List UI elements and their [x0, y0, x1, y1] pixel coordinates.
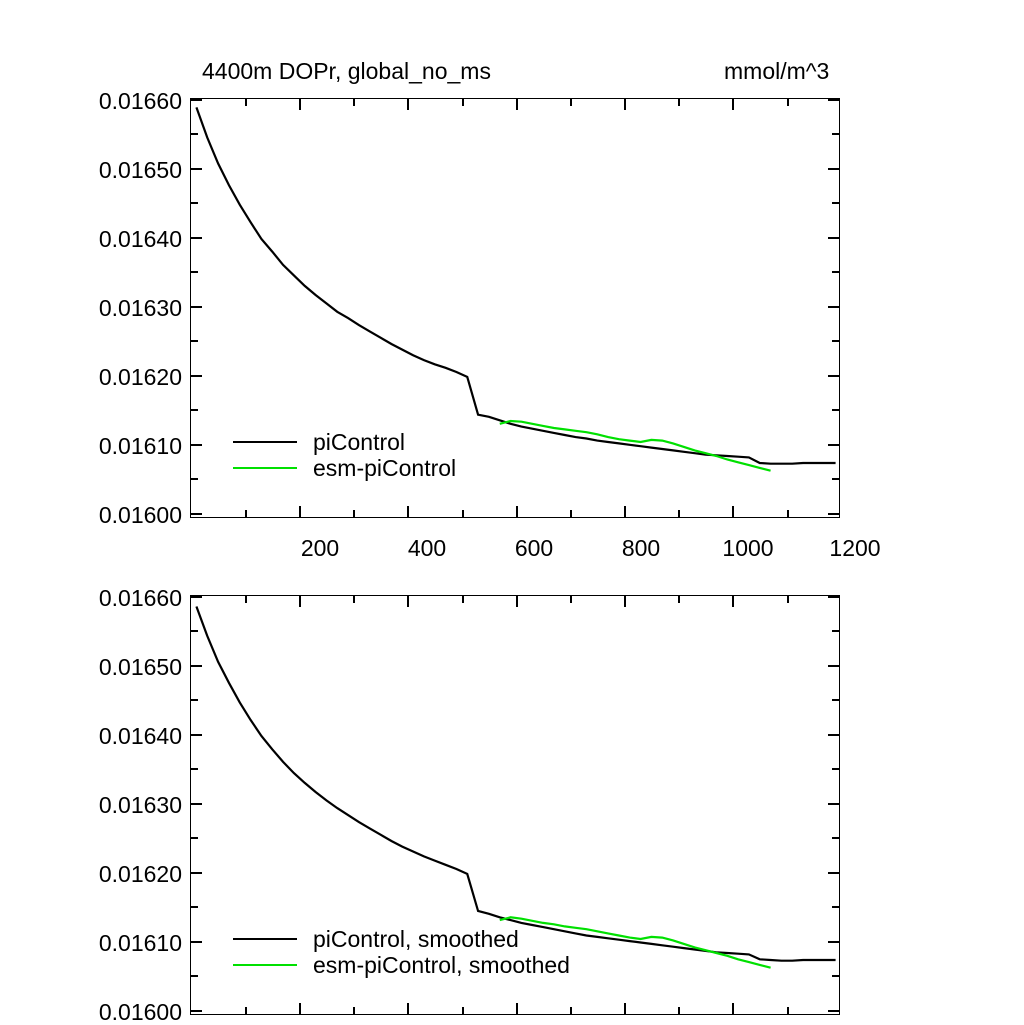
series-canvas-top — [191, 99, 841, 519]
xtick-label: 1000 — [722, 535, 774, 561]
ytick-label: 0.01610 — [98, 433, 182, 459]
ytick-label: 0.01640 — [98, 723, 182, 749]
legend-swatch-esm-picontrol-smoothed — [233, 964, 297, 966]
ytick-label: 0.01650 — [98, 157, 182, 183]
ytick-label: 0.01620 — [98, 364, 182, 390]
xtick-label: 400 — [407, 535, 447, 561]
ytick-label: 0.01600 — [98, 999, 182, 1025]
legend-label: esm-piControl — [313, 455, 457, 481]
chart-panel-bottom — [0, 575, 1024, 1024]
xtick-label: 600 — [514, 535, 554, 561]
ytick-label: 0.01640 — [98, 226, 182, 252]
legend-label: piControl, smoothed — [313, 926, 519, 952]
panel-top-title: 4400m DOPr, global_no_ms — [202, 58, 491, 84]
xtick-label: 800 — [621, 535, 661, 561]
legend-label: esm-piControl, smoothed — [313, 952, 570, 978]
ytick-label: 0.01650 — [98, 654, 182, 680]
xtick-label: 1200 — [829, 535, 881, 561]
ytick-label: 0.01660 — [98, 88, 182, 114]
xtick-label: 200 — [300, 535, 340, 561]
legend-swatch-picontrol — [233, 441, 297, 443]
ytick-label: 0.01630 — [98, 295, 182, 321]
series-line-picontrol-smoothed — [196, 607, 835, 961]
ytick-label: 0.01600 — [98, 502, 182, 528]
panel-top-units-label: mmol/m^3 — [724, 58, 830, 84]
ytick-label: 0.01620 — [98, 861, 182, 887]
plot-area-top — [190, 98, 840, 518]
ytick-label: 0.01610 — [98, 930, 182, 956]
legend-label: piControl — [313, 429, 406, 455]
ytick-label: 0.01660 — [98, 585, 182, 611]
legend-swatch-picontrol-smoothed — [233, 938, 297, 940]
series-line-picontrol — [196, 107, 835, 463]
ytick-label: 0.01630 — [98, 792, 182, 818]
plot-area-bottom — [190, 595, 840, 1015]
legend-swatch-esm-picontrol — [233, 467, 297, 469]
